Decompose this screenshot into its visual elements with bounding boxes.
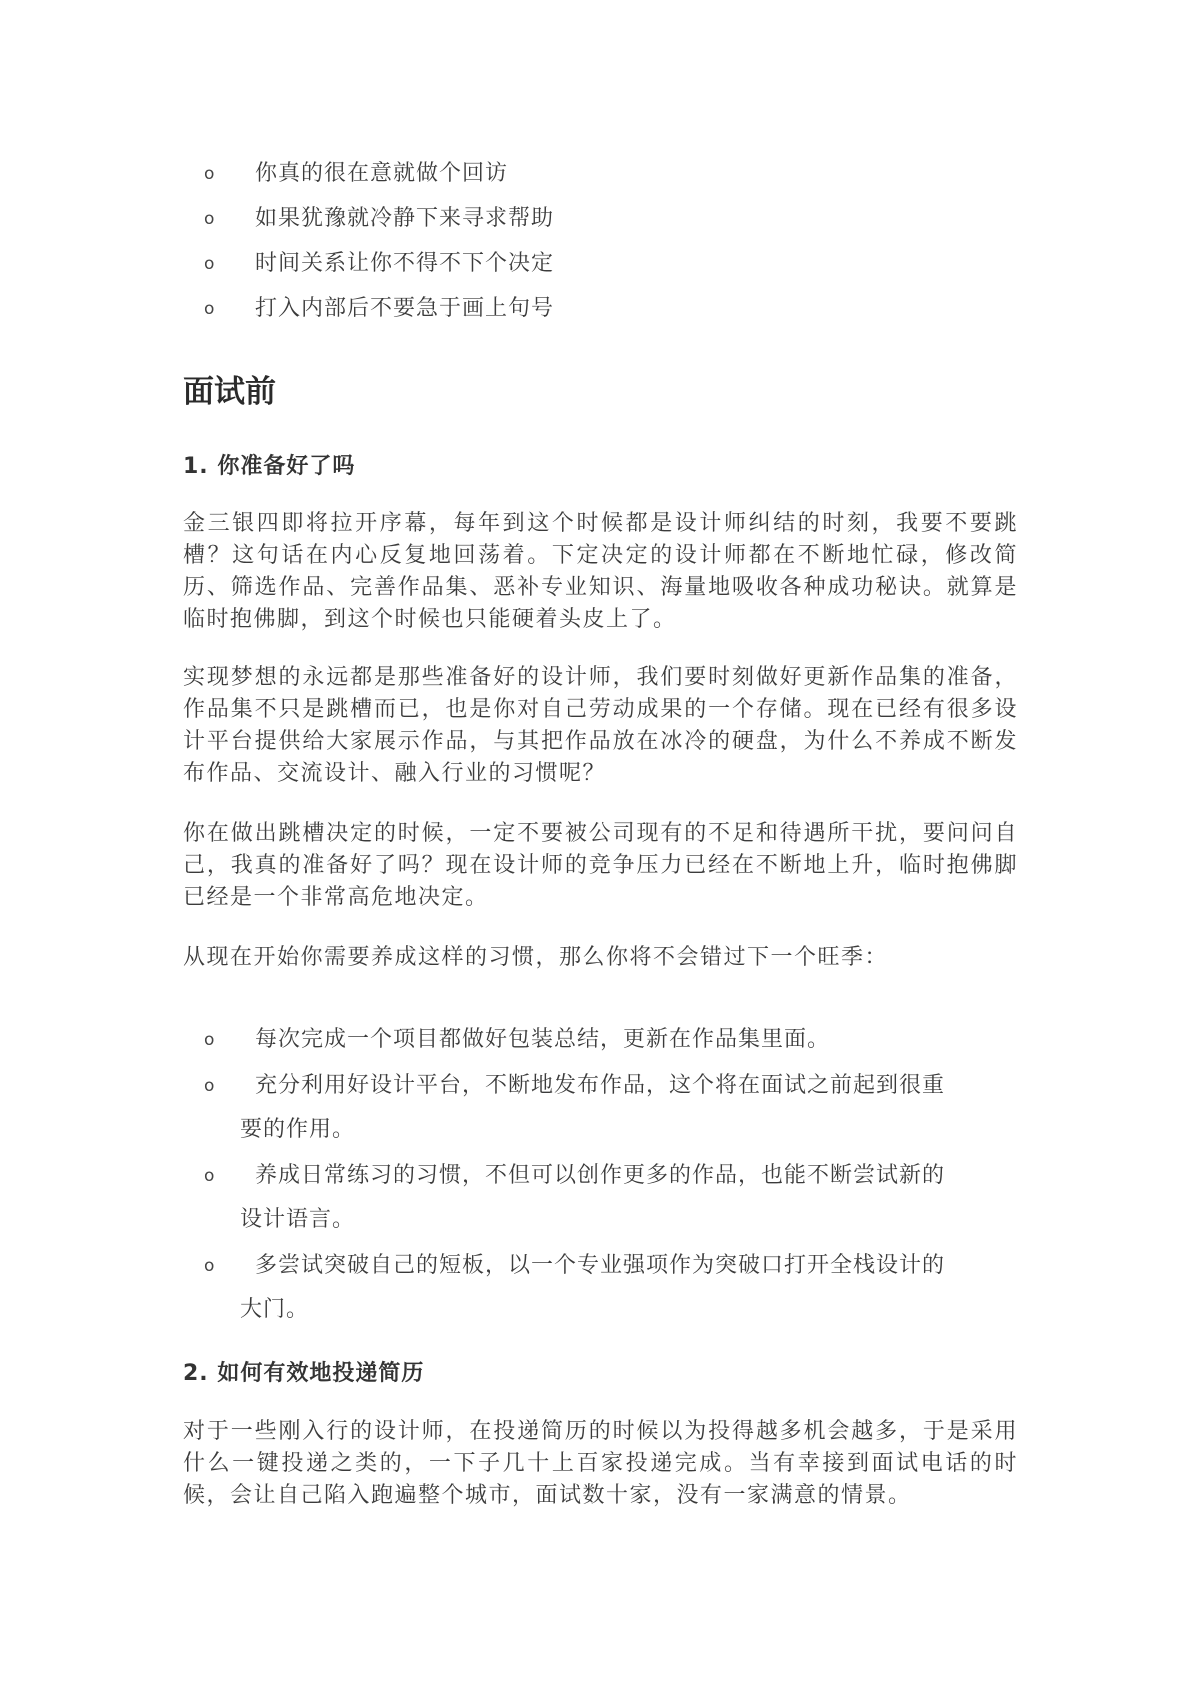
bullet-marker: o — [204, 254, 216, 274]
bullet-marker: o — [204, 1166, 216, 1186]
section-title: 面试前 — [183, 374, 276, 410]
list-item — [0, 1018, 1020, 1062]
paragraph: 从现在开始你需要养成这样的习惯，那么你将不会错过下一个旺季： — [183, 945, 889, 970]
list-item-text: 每次完成一个项目都做好包装总结，更新在作品集里面。 — [255, 1027, 831, 1052]
list-item — [0, 152, 1015, 197]
paragraph: 实现梦想的永远都是那些准备好的设计师，我们要时刻做好更新作品集的准备，作品集不只是跳槽而已，也是你对自己劳动成果的一个存储。现在已经有很多设计平台提供给大家展示作品，与其把作品放在冰冷的硬盘，为什么不养成不断发布作品、交流设计、融入行业的习惯呢？ — [183, 665, 1018, 786]
list-item-text-continued: 设计语言。 — [240, 1207, 356, 1232]
list-item-text-continued: 要的作用。 — [240, 1117, 356, 1142]
list-item-text: 你真的很在意就做个回访 — [255, 161, 509, 186]
list-item — [0, 242, 1015, 287]
top-bullet-list — [0, 152, 1015, 332]
list-item-text: 如果犹豫就冷静下来寻求帮助 — [255, 206, 555, 231]
list-item-text: 打入内部后不要急于画上句号 — [255, 296, 555, 321]
subsection-title: 2. 如何有效地投递简历 — [183, 1361, 425, 1386]
list-item-text: 时间关系让你不得不下个决定 — [255, 251, 555, 276]
list-item-text: 充分利用好设计平台，不断地发布作品，这个将在面试之前起到很重 — [255, 1073, 946, 1098]
list-item — [0, 287, 1015, 332]
list-item — [0, 1244, 1020, 1332]
bullet-marker: o — [204, 299, 216, 319]
list-item-text: 多尝试突破自己的短板，以一个专业强项作为突破口打开全栈设计的 — [255, 1253, 946, 1278]
paragraph: 你在做出跳槽决定的时候，一定不要被公司现有的不足和待遇所干扰，要问问自己，我真的准备好了吗？现在设计师的竞争压力已经在不断地上升，临时抱佛脚已经是一个非常高危地决定。 — [183, 821, 1018, 910]
bullet-marker: o — [204, 209, 216, 229]
list-item — [0, 197, 1015, 242]
bullet-marker: o — [204, 1076, 216, 1096]
list-item — [0, 1064, 1020, 1152]
habit-bullet-list — [0, 1018, 1020, 1332]
subsection-title: 1. 你准备好了吗 — [183, 454, 356, 479]
paragraph: 金三银四即将拉开序幕，每年到这个时候都是设计师纠结的时刻，我要不要跳槽？这句话在内心反复地回荡着。下定决定的设计师都在不断地忙碌，修改简历、筛选作品、完善作品集、恶补专业知识、海量地吸收各种成功秘诀。就算是临时抱佛脚，到这个时候也只能硬着头皮上了。 — [183, 511, 1018, 632]
bullet-marker: o — [204, 164, 216, 184]
list-item — [0, 1154, 1020, 1242]
list-item-text: 养成日常练习的习惯，不但可以创作更多的作品，也能不断尝试新的 — [255, 1163, 946, 1188]
list-item-text-continued: 大门。 — [240, 1297, 310, 1322]
paragraph: 对于一些刚入行的设计师，在投递简历的时候以为投得越多机会越多，于是采用什么一键投递之类的，一下子几十上百家投递完成。当有幸接到面试电话的时候，会让自己陷入跑遍整个城市，面试数十家，没有一家满意的情景。 — [183, 1419, 1018, 1508]
bullet-marker: o — [204, 1030, 216, 1050]
bullet-marker: o — [204, 1256, 216, 1276]
